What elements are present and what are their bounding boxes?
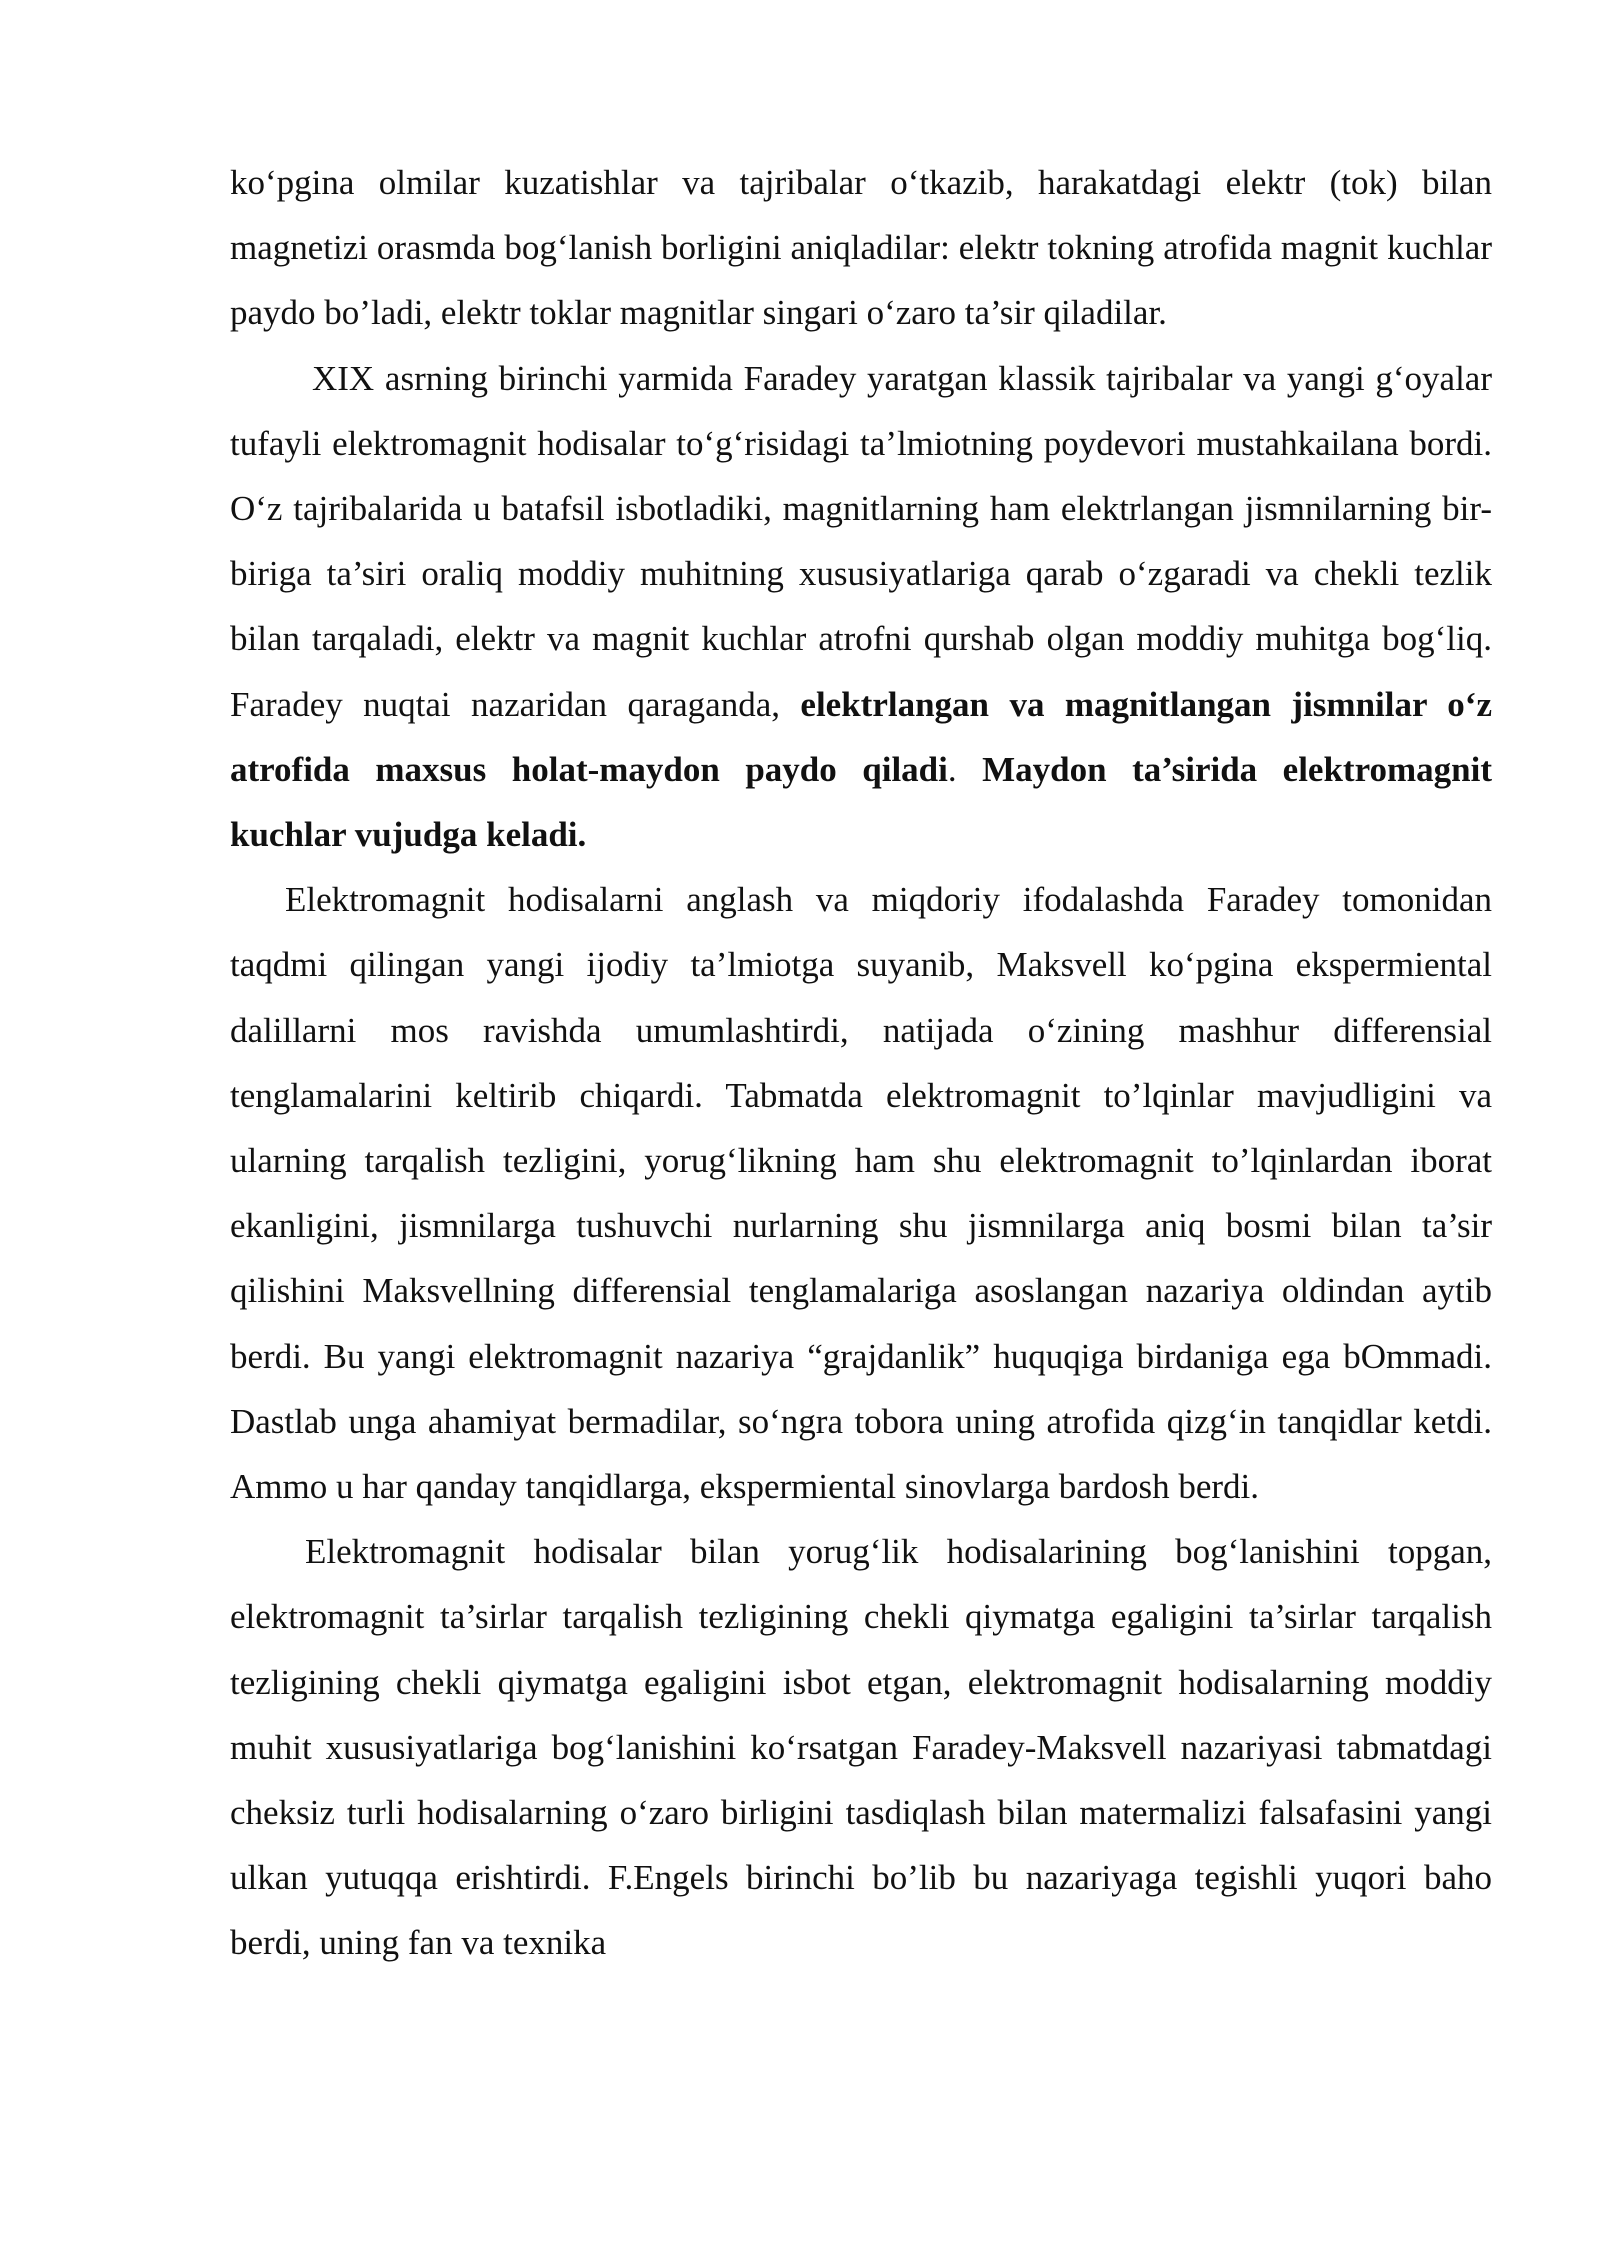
paragraph-2: [230, 346, 1492, 868]
paragraph-2-text: XIX asrning birinchi yarmida Faradey yaratgan klassik tajribalar va yangi g‘oyalar tufayli elektromagnit hodisalar to‘g‘risidagi ta’lmiotning poydevori mustahkailana bordi. O‘z tajribalarida u batafsil isbotladiki, magnitlarning ham elektrlangan jismnilarning bir-biriga ta’siri oraliq moddiy muhitning xususiyatlariga qarab o‘zgaradi va chekli tezlik bilan tarqaladi, elektr va magnit kuchlar atrofni qurshab olgan moddiy muhitga bog‘liq. Faradey nuqtai nazaridan qaraganda,: [230, 358, 1492, 724]
paragraph-1-text: ko‘pgina olmilar kuzatishlar va tajribalar o‘tkazib, harakatdagi elektr (tok) bilan magnetizi orasmda bog‘lanish borligini aniqladilar: elektr tokning atrofida magnit kuchlar paydo bo’ladi, elektr toklar magnitlar singari o‘zaro ta’sir qiladilar.: [230, 163, 1492, 333]
paragraph-3: [230, 867, 1492, 1519]
paragraph-1: [230, 150, 1492, 346]
paragraph-3-text: Elektromagnit hodisalarni anglash va miqdoriy ifodalashda Faradey tomonidan taqdmi qilingan yangi ijodiy ta’lmiotga suyanib, Maksvell ko‘pgina ekspermiental dalillarni mos ravishda umumlashtirdi, natijada o‘zining mashhur differensial tenglamalarini keltirib chiqardi. Tabmatda elektromagnit to’lqinlar mavjudligini va ularning tarqalish tezligini, yorug‘likning ham shu elektromagnit to’lqinlardan iborat ekanligini, jismnilarga tushuvchi nurlarning shu jismnilarga aniq bosmi bilan ta’sir qilishini Maksvellning differensial tenglamalariga asoslangan nazariya oldindan aytib berdi. Bu yangi elektromagnit nazariya “grajdanlik” huquqiga birdaniga ega bOmmadi. Dastlab unga ahamiyat bermadilar, so‘ngra tobora uning atrofida qizg‘in tanqidlar ketdi. Ammo u har qanday tanqidlarga, ekspermiental sinovlarga bardosh berdi.: [230, 880, 1492, 1507]
paragraph-4-text: Elektromagnit hodisalar bilan yorug‘lik hodisalarining bog‘lanishini topgan, elektromagnit ta’sirlar tarqalish tezligining chekli qiymatga egaligini ta’sirlar tarqalish tezligining chekli qiymatga egaligini isbot etgan, elektromagnit hodisalarning moddiy muhit xususiyatlariga bog‘lanishini ko‘rsatgan Faradey-Maksvell nazariyasi tabmatdagi cheksiz turli hodisalarning o‘zaro birligini tasdiqlash bilan matermalizi falsafasini yangi ulkan yutuqqa erishtirdi. F.Engels birinchi bo’lib bu nazariyaga tegishli yuqori baho berdi, uning fan va texnika: [230, 1532, 1492, 1963]
document-page: [230, 150, 1492, 1976]
paragraph-4: [230, 1519, 1492, 1975]
paragraph-2-separator: .: [947, 749, 983, 789]
paragraph-2-bold-conclusion: Maydon ta’sirida elektromagnit kuchlar vujudga keladi.: [230, 749, 1492, 855]
paragraph-2-bold-statement: elektrlangan va magnitlangan jismnilar o‘z atrofida maxsus holat-maydon paydo qiladi: [230, 684, 1492, 789]
